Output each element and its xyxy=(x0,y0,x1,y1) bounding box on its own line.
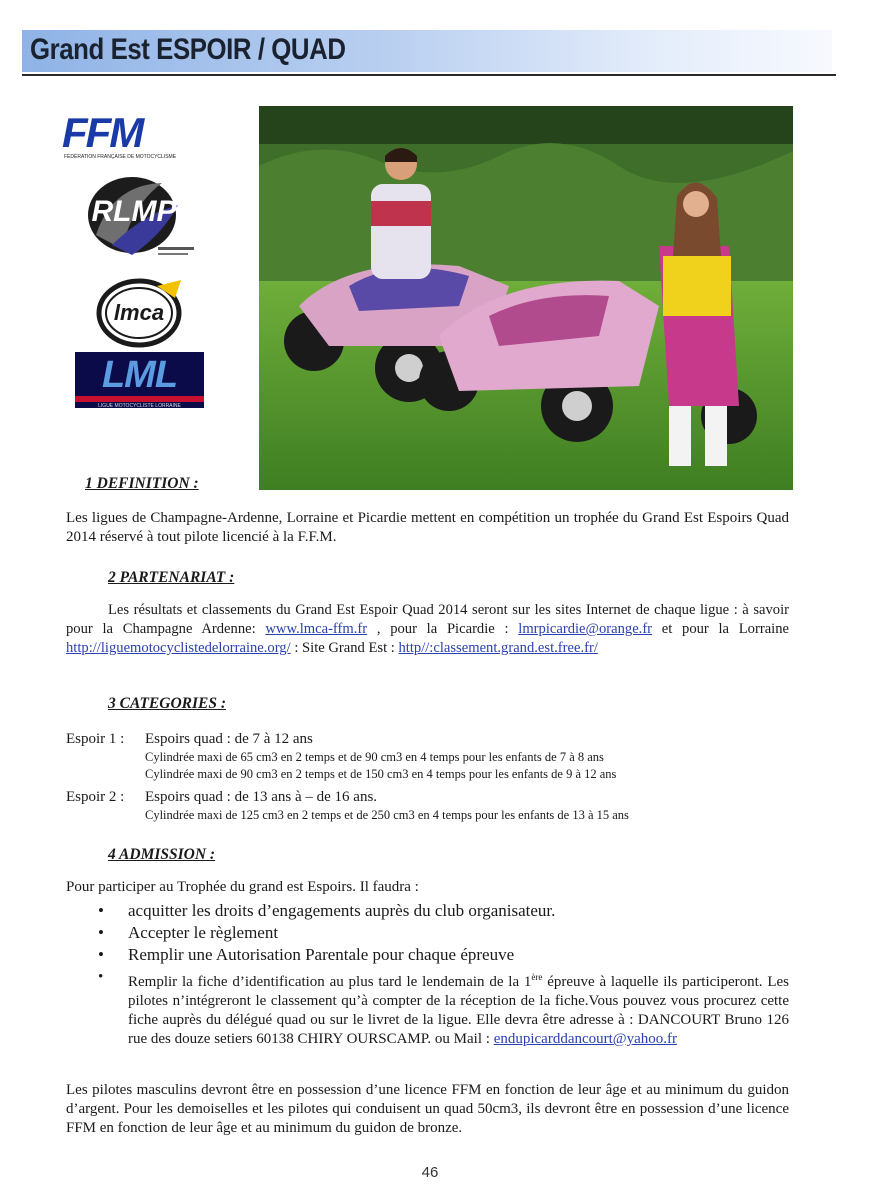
admission-heading: 4 ADMISSION : xyxy=(108,846,216,863)
bullet-icon: • xyxy=(98,901,104,920)
grand-est-website-link[interactable]: http//:classement.grand.est.free.fr/ xyxy=(398,640,598,656)
lml-logo-text: LML xyxy=(101,354,178,396)
rlmp-logo-graphic xyxy=(82,175,197,263)
category-detail: Cylindrée maxi de 65 cm3 en 2 temps et de 90 cm3 en 4 temps pour les enfants de 7 à 8 ans xyxy=(145,750,604,764)
lml-logo xyxy=(75,352,204,408)
quad-riders-photo xyxy=(259,106,793,490)
category-detail: Cylindrée maxi de 125 cm3 en 2 temps et de 250 cm3 en 4 temps pour les enfants de 13 à 15 ans xyxy=(145,808,629,822)
category-description: Espoirs quad : de 7 à 12 ans xyxy=(145,731,313,747)
list-item-text: acquitter les droits d’engagements auprès du club organisateur. xyxy=(128,901,556,920)
lmca-logo-text: lmca xyxy=(113,300,165,325)
category-detail: Cylindrée maxi de 90 cm3 en 2 temps et de 150 cm3 en 4 temps pour les enfants de 9 à 12 ans xyxy=(145,767,617,781)
rlmp-logo-text: RLMP xyxy=(91,195,177,228)
lml-logo-subtitle: LIGUE MOTOCYCLISTE LORRAINE xyxy=(98,403,181,409)
ffm-logo xyxy=(62,109,212,160)
lmca-website-link[interactable]: www.lmca-ffm.fr xyxy=(265,621,368,637)
licence-requirements-text: Les pilotes masculins devront être en possession d’une licence FFM en fonction de leur âge et au minimum du guidon d’argent. Pour les demoiselles et les pilotes qui conduisent un quad 50cm3, ils devront être en possession d’une licence FFM en fonction de leur âge et au minimum du guidon de bronze. xyxy=(66,1082,789,1136)
bullet-icon: • xyxy=(98,969,104,985)
licence-requirements-block xyxy=(66,1081,789,1138)
ffm-logo-subtitle: FÉDÉRATION FRANÇAISE DE MOTOCYCLISME xyxy=(64,154,177,160)
list-item-text: Accepter le règlement xyxy=(128,923,279,942)
admission-intro: Pour participer au Trophée du grand est Espoirs. Il faudra : xyxy=(66,879,419,895)
page-title: Grand Est ESPOIR / QUAD xyxy=(30,33,346,66)
header-divider xyxy=(22,74,836,76)
contact-email-link[interactable]: endupicarddancourt@yahoo.fr xyxy=(493,1031,678,1047)
definition-text: Les ligues de Champagne-Ardenne, Lorraine et Picardie mettent en compétition un trophée du Grand Est Espoirs Quad 2014 réservé à tout pilote licencié à la F.F.M. xyxy=(66,510,789,545)
list-item-text-cont: épreuve à laquelle ils participeront. Les pilotes n’intégreront le classement qu’à compter de la réception de la fiche.Vous pouvez vous procurez cette fiche auprès du délégué quad ou sur le livret de la ligue. Elle devra être adresse à : DANCOURT Bruno 126 rue des douze setiers 60138 CHIRY OURSCAMP. ou Mail : xyxy=(128,974,789,1047)
partenariat-text-3: et pour la Lorraine xyxy=(652,621,789,637)
partenariat-text-2: , pour la Picardie : xyxy=(367,621,519,637)
partenariat-text-4: : Site Grand Est : xyxy=(290,640,399,656)
lorraine-website-link[interactable]: http://liguemotocyclistedelorraine.org/ xyxy=(66,640,291,656)
category-description: Espoirs quad : de 13 ans à – de 16 ans. xyxy=(145,789,378,805)
lml-logo-stripe xyxy=(75,396,204,402)
partenariat-heading: 2 PARTENARIAT : xyxy=(108,569,235,586)
partenariat-text-1: Les résultats et classements du Grand Est Espoir Quad 2014 seront sur les sites Internet de chaque ligue : à savoir pour la Champagne Ardenne: xyxy=(66,602,789,637)
ffm-logo-mark: FFM xyxy=(62,109,143,156)
list-item xyxy=(95,900,789,922)
category-label: Espoir 1 : xyxy=(66,731,125,747)
list-item xyxy=(95,922,789,944)
categories-heading: 3 CATEGORIES : xyxy=(108,695,227,712)
list-item-text: Remplir la fiche d’identification au plus tard le lendemain de la 1 xyxy=(128,974,532,990)
admission-intro-block xyxy=(66,878,789,897)
definition-section xyxy=(66,509,789,547)
list-item xyxy=(95,944,789,966)
list-item-text: Remplir une Autorisation Parentale pour chaque épreuve xyxy=(128,945,515,964)
category-label: Espoir 2 : xyxy=(66,789,125,805)
picardie-email-link[interactable]: lmrpicardie@orange.fr xyxy=(518,621,653,637)
photo-illustration xyxy=(259,106,793,490)
lmca-logo-graphic xyxy=(95,278,187,348)
admission-requirements-list xyxy=(95,900,789,1049)
rlmp-logo xyxy=(82,175,197,263)
definition-heading: 1 DEFINITION : xyxy=(85,475,199,492)
partenariat-text xyxy=(66,601,789,658)
lmca-logo xyxy=(95,278,187,348)
superscript: ère xyxy=(531,972,543,982)
partenariat-section xyxy=(66,601,789,658)
bullet-icon: • xyxy=(98,945,104,964)
page-number: 46 xyxy=(421,1164,439,1181)
bullet-icon: • xyxy=(98,923,104,942)
list-item xyxy=(95,968,789,1049)
